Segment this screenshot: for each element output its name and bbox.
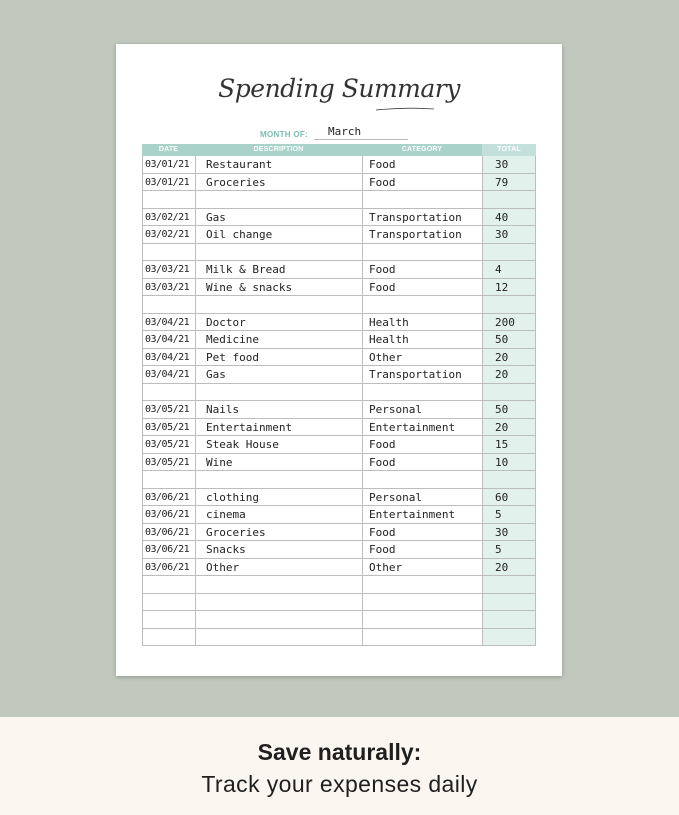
cell-description[interactable]: Medicine [195, 331, 362, 348]
table-row [142, 419, 536, 437]
cell-description[interactable]: Snacks [195, 541, 362, 558]
cell-date[interactable]: 03/01/21 [142, 156, 195, 173]
cell-date[interactable]: 03/01/21 [142, 174, 195, 191]
cell-category[interactable]: Health [362, 331, 482, 348]
cell-description[interactable]: cinema [195, 506, 362, 523]
table-row [142, 156, 536, 174]
month-field[interactable]: March [314, 125, 408, 140]
cell-total[interactable]: 12 [482, 279, 536, 296]
cell-description[interactable]: Restaurant [195, 156, 362, 173]
cell-category[interactable]: Entertainment [362, 419, 482, 436]
cell-date[interactable]: 03/06/21 [142, 506, 195, 523]
cell-date[interactable] [142, 244, 195, 261]
cell-date[interactable]: 03/06/21 [142, 559, 195, 576]
table-row [142, 559, 536, 577]
cell-total[interactable] [482, 611, 536, 628]
cell-date[interactable]: 03/04/21 [142, 331, 195, 348]
table-row [142, 174, 536, 192]
planner-page [116, 44, 562, 676]
cell-date[interactable] [142, 471, 195, 488]
table-row [142, 576, 536, 594]
cell-category[interactable]: Transportation [362, 226, 482, 243]
table-row [142, 261, 536, 279]
cell-category[interactable]: Food [362, 261, 482, 278]
cell-total[interactable] [482, 629, 536, 646]
cell-total[interactable]: 79 [482, 174, 536, 191]
cell-category[interactable]: Entertainment [362, 506, 482, 523]
cell-description[interactable] [195, 384, 362, 401]
table-row [142, 524, 536, 542]
title-underline-flourish [256, 106, 436, 114]
cell-description[interactable] [195, 191, 362, 208]
cell-total[interactable]: 50 [482, 401, 536, 418]
page-title: Spending Summary [218, 74, 460, 103]
table-row [142, 541, 536, 559]
cell-description[interactable]: Wine & snacks [195, 279, 362, 296]
cell-total[interactable]: 30 [482, 156, 536, 173]
cell-total[interactable] [482, 244, 536, 261]
table-row [142, 209, 536, 227]
cell-category[interactable]: Food [362, 541, 482, 558]
cell-date[interactable]: 03/05/21 [142, 419, 195, 436]
cell-total[interactable]: 4 [482, 261, 536, 278]
cell-description[interactable]: Gas [195, 366, 362, 383]
cell-category[interactable]: Other [362, 559, 482, 576]
cell-total[interactable] [482, 576, 536, 593]
cell-description[interactable]: Entertainment [195, 419, 362, 436]
column-header-date: DATE [158, 146, 179, 153]
cell-date[interactable]: 03/05/21 [142, 401, 195, 418]
column-header-category: CATEGORY [401, 146, 443, 153]
table-body [142, 156, 536, 646]
cell-description[interactable] [195, 296, 362, 313]
cell-description[interactable]: Pet food [195, 349, 362, 366]
cell-total[interactable] [482, 296, 536, 313]
cell-description[interactable]: Wine [195, 454, 362, 471]
cell-category[interactable]: Food [362, 524, 482, 541]
month-label: MONTH OF: [260, 130, 309, 139]
cell-description[interactable]: Oil change [195, 226, 362, 243]
cell-category[interactable] [362, 296, 482, 313]
cell-date[interactable]: 03/02/21 [142, 209, 195, 226]
table-row [142, 191, 536, 209]
cell-total[interactable]: 60 [482, 489, 536, 506]
cell-category[interactable]: Health [362, 314, 482, 331]
table-header [142, 144, 536, 156]
cell-total[interactable]: 40 [482, 209, 536, 226]
cell-category[interactable] [362, 594, 482, 611]
table-row [142, 331, 536, 349]
cell-category[interactable] [362, 629, 482, 646]
cell-description[interactable]: clothing [195, 489, 362, 506]
cell-total[interactable] [482, 471, 536, 488]
footer-headline: Save naturally: [257, 739, 422, 765]
month-row [260, 124, 408, 140]
cell-description[interactable]: Nails [195, 401, 362, 418]
cell-description[interactable] [195, 471, 362, 488]
cell-total[interactable]: 50 [482, 331, 536, 348]
cell-total[interactable]: 15 [482, 436, 536, 453]
cell-date[interactable]: 03/04/21 [142, 366, 195, 383]
cell-date[interactable] [142, 296, 195, 313]
cell-description[interactable] [195, 576, 362, 593]
cell-category[interactable]: Transportation [362, 209, 482, 226]
cell-date[interactable]: 03/06/21 [142, 541, 195, 558]
column-header-description: DESCRIPTION [253, 146, 304, 153]
cell-total[interactable] [482, 191, 536, 208]
table-row [142, 471, 536, 489]
cell-category[interactable]: Food [362, 279, 482, 296]
table-row [142, 436, 536, 454]
expense-table [142, 144, 536, 646]
cell-description[interactable]: Milk & Bread [195, 261, 362, 278]
cell-date[interactable]: 03/04/21 [142, 349, 195, 366]
cell-category[interactable] [362, 611, 482, 628]
cell-category[interactable]: Food [362, 454, 482, 471]
table-row [142, 611, 536, 629]
cell-date[interactable]: 03/03/21 [142, 279, 195, 296]
table-row [142, 384, 536, 402]
cell-description[interactable] [195, 594, 362, 611]
cell-category[interactable]: Food [362, 174, 482, 191]
cell-description[interactable] [195, 629, 362, 646]
cell-date[interactable] [142, 594, 195, 611]
cell-total[interactable]: 10 [482, 454, 536, 471]
cell-description[interactable] [195, 244, 362, 261]
table-row [142, 279, 536, 297]
cell-category[interactable] [362, 384, 482, 401]
cell-description[interactable]: Groceries [195, 524, 362, 541]
cell-total[interactable]: 30 [482, 226, 536, 243]
table-row [142, 226, 536, 244]
cell-date[interactable] [142, 629, 195, 646]
cell-category[interactable]: Personal [362, 401, 482, 418]
cell-category[interactable]: Transportation [362, 366, 482, 383]
table-row [142, 454, 536, 472]
cell-category[interactable] [362, 576, 482, 593]
cell-category[interactable]: Food [362, 436, 482, 453]
cell-total[interactable]: 20 [482, 366, 536, 383]
cell-date[interactable] [142, 384, 195, 401]
cell-date[interactable] [142, 576, 195, 593]
cell-description[interactable]: Other [195, 559, 362, 576]
column-header-total: TOTAL [482, 144, 536, 156]
table-row [142, 366, 536, 384]
table-row [142, 296, 536, 314]
table-row [142, 244, 536, 262]
cell-description[interactable]: Gas [195, 209, 362, 226]
cell-date[interactable]: 03/05/21 [142, 454, 195, 471]
cell-category[interactable] [362, 191, 482, 208]
cell-description[interactable]: Doctor [195, 314, 362, 331]
cell-total[interactable]: 20 [482, 349, 536, 366]
footer-banner [0, 717, 679, 815]
cell-total[interactable]: 5 [482, 541, 536, 558]
cell-category[interactable]: Personal [362, 489, 482, 506]
cell-date[interactable]: 03/02/21 [142, 226, 195, 243]
cell-category[interactable] [362, 244, 482, 261]
cell-description[interactable]: Steak House [195, 436, 362, 453]
cell-total[interactable] [482, 594, 536, 611]
table-row [142, 594, 536, 612]
table-row [142, 349, 536, 367]
cell-date[interactable]: 03/04/21 [142, 314, 195, 331]
cell-category[interactable]: Food [362, 156, 482, 173]
cell-total[interactable]: 20 [482, 559, 536, 576]
table-row [142, 401, 536, 419]
footer-subline: Track your expenses daily [201, 771, 478, 797]
cell-date[interactable]: 03/05/21 [142, 436, 195, 453]
cell-total[interactable]: 30 [482, 524, 536, 541]
cell-total[interactable] [482, 384, 536, 401]
cell-date[interactable]: 03/06/21 [142, 489, 195, 506]
cell-category[interactable]: Other [362, 349, 482, 366]
cell-total[interactable]: 200 [482, 314, 536, 331]
table-row [142, 629, 536, 647]
cell-category[interactable] [362, 471, 482, 488]
cell-total[interactable]: 20 [482, 419, 536, 436]
cell-date[interactable] [142, 611, 195, 628]
table-row [142, 506, 536, 524]
table-row [142, 314, 536, 332]
table-row [142, 489, 536, 507]
cell-date[interactable] [142, 191, 195, 208]
cell-description[interactable]: Groceries [195, 174, 362, 191]
cell-date[interactable]: 03/06/21 [142, 524, 195, 541]
cell-description[interactable] [195, 611, 362, 628]
cell-date[interactable]: 03/03/21 [142, 261, 195, 278]
cell-total[interactable]: 5 [482, 506, 536, 523]
